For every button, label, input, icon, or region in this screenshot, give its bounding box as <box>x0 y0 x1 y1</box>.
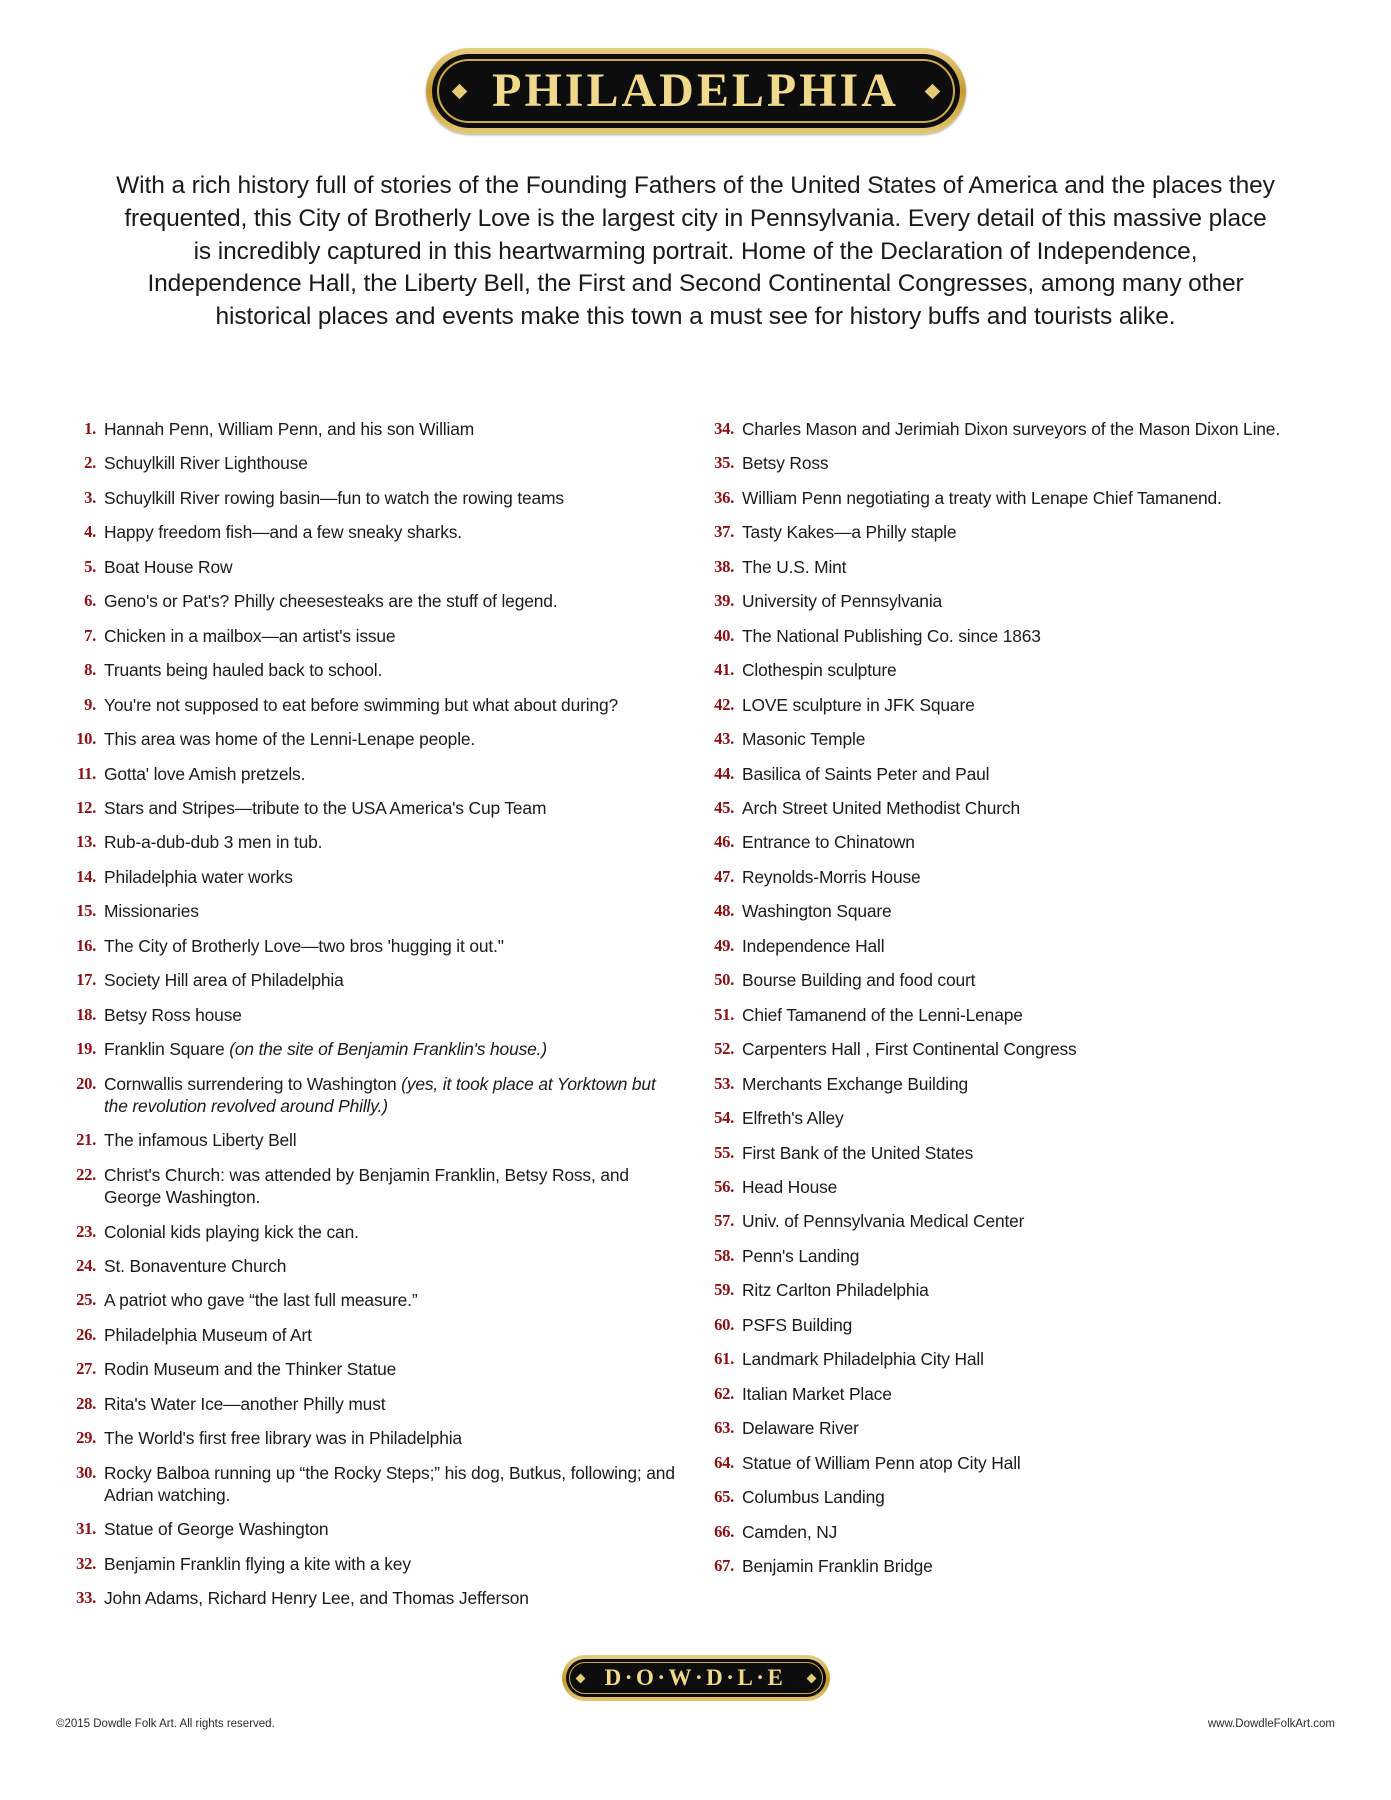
legend-item-label: Columbus Landing <box>742 1487 885 1508</box>
legend-item-label: A patriot who gave “the last full measure.” <box>104 1290 418 1311</box>
legend-item-label-note: (on the site of Benjamin Franklin's house.) <box>229 1039 547 1060</box>
legend-item-label: Missionaries <box>104 901 199 922</box>
legend-item-number: 63. <box>714 1418 734 1438</box>
copyright-text: ©2015 Dowdle Folk Art. All rights reserved. <box>56 1718 275 1730</box>
legend-item-number: 8. <box>84 660 96 680</box>
legend-item-number: 25. <box>76 1290 96 1310</box>
legend-item-number: 50. <box>714 970 734 990</box>
legend-item <box>700 625 1320 647</box>
legend-item-label: Betsy Ross house <box>104 1004 242 1025</box>
legend-item-number: 64. <box>714 1452 734 1472</box>
legend-item <box>700 1452 1320 1474</box>
legend-item-number: 1. <box>84 419 96 438</box>
legend-item <box>62 590 682 612</box>
legend-item-number: 12. <box>76 797 96 817</box>
legend-item-number: 2. <box>84 453 96 473</box>
legend-item-number: 6. <box>84 591 96 611</box>
legend-item <box>62 625 682 647</box>
legend-item-number: 26. <box>76 1324 96 1344</box>
legend-item-number: 57. <box>714 1211 734 1231</box>
legend-item-label: Gotta' love Amish pretzels. <box>104 763 306 784</box>
legend-item-number: 32. <box>76 1553 96 1573</box>
legend-item <box>62 866 682 888</box>
legend-item-label: First Bank of the United States <box>742 1142 974 1163</box>
legend-item <box>700 1314 1320 1336</box>
legend-item-label: Philadelphia Museum of Art <box>104 1324 312 1345</box>
legend-item-label: The infamous Liberty Bell <box>104 1130 297 1151</box>
legend-item-number: 11. <box>77 763 96 783</box>
legend-item-label: Chief Tamanend of the Lenni-Lenape <box>742 1004 1023 1025</box>
website-text: www.DowdleFolkArt.com <box>1207 1718 1335 1730</box>
legend-item-label-text: Franklin Square <box>104 1039 230 1060</box>
legend-item-number: 61. <box>714 1349 734 1369</box>
legend-item-number: 46. <box>714 832 734 852</box>
legend-item <box>700 1383 1320 1405</box>
page-title: PHILADELPHIA <box>492 64 899 117</box>
legend-item-label: William Penn negotiating a treaty with Lenape Chief Tamanend. <box>742 487 1222 508</box>
legend-item-label: Betsy Ross <box>742 453 829 474</box>
legend-item-label: Reynolds-Morris House <box>742 866 921 887</box>
legend-item <box>62 1164 682 1209</box>
legend-item-label: The U.S. Mint <box>742 556 847 577</box>
legend-item-number: 47. <box>714 866 734 886</box>
legend-item-number: 23. <box>76 1221 96 1241</box>
legend-item <box>700 487 1320 509</box>
legend-item <box>62 1129 682 1151</box>
legend-item <box>62 556 682 578</box>
legend-item-number: 48. <box>714 901 734 921</box>
legend-item-label: Statue of William Penn atop City Hall <box>742 1452 1021 1473</box>
legend-item <box>700 763 1320 785</box>
legend-item <box>700 1038 1320 1060</box>
legend-item-number: 7. <box>84 625 96 645</box>
legend-item-number: 40. <box>714 625 734 645</box>
legend-item-number: 14. <box>76 866 96 886</box>
legend-item-number: 5. <box>84 556 96 576</box>
legend-item <box>700 1107 1320 1129</box>
legend-item-label: Univ. of Pennsylvania Medical Center <box>742 1211 1025 1232</box>
legend-item-label: Geno's or Pat's? Philly cheesesteaks are the stuff of legend. <box>104 591 558 612</box>
legend-item-label: Philadelphia water works <box>104 866 293 887</box>
legend-item-number: 49. <box>714 935 734 955</box>
title-banner <box>0 0 1391 134</box>
legend-column-left <box>62 418 682 1622</box>
legend-item <box>700 1348 1320 1370</box>
legend-item-label: John Adams, Richard Henry Lee, and Thomas Jefferson <box>104 1588 529 1609</box>
legend-item <box>700 1004 1320 1026</box>
legend-item <box>700 1486 1320 1508</box>
legend-column-right <box>700 418 1320 1622</box>
legend-item-number: 31. <box>76 1519 96 1539</box>
legend-item-label: Landmark Philadelphia City Hall <box>742 1349 984 1370</box>
title-plaque <box>426 48 966 134</box>
legend-item <box>62 1073 682 1118</box>
legend-item-label: Happy freedom fish—and a few sneaky sharks. <box>104 522 462 543</box>
legend-item-label-text: Cornwallis surrendering to Washington <box>104 1073 402 1094</box>
legend-item-label: Carpenters Hall , First Continental Congress <box>742 1039 1077 1060</box>
legend-item-number: 18. <box>76 1004 96 1024</box>
legend-item-label <box>104 1073 682 1118</box>
legend-item-label <box>104 1038 682 1060</box>
legend-item-label: Benjamin Franklin Bridge <box>742 1555 933 1576</box>
legend-item-number: 27. <box>76 1359 96 1379</box>
legend-item <box>700 900 1320 922</box>
legend-item <box>62 694 682 716</box>
legend-item-label: Head House <box>742 1176 838 1197</box>
legend-item-number: 22. <box>76 1164 96 1184</box>
legend-item-number: 35. <box>714 453 734 473</box>
legend-item <box>62 487 682 509</box>
legend-item-label: Hannah Penn, William Penn, and his son William <box>104 419 475 439</box>
legend-item <box>700 1073 1320 1095</box>
legend-item-number: 58. <box>714 1245 734 1265</box>
legend-item-label: Schuylkill River rowing basin—fun to watch the rowing teams <box>104 487 564 508</box>
legend-item-number: 67. <box>714 1555 734 1575</box>
legend-item-label: This area was home of the Lenni-Lenape people. <box>104 729 476 750</box>
legend-item <box>62 1255 682 1277</box>
legend-item <box>62 1462 682 1507</box>
legend-item-number: 30. <box>76 1462 96 1482</box>
legend-item-label: Merchants Exchange Building <box>742 1073 969 1094</box>
legend-item-label: You're not supposed to eat before swimming but what about during? <box>104 694 619 715</box>
legend-item <box>62 1324 682 1346</box>
legend-item-number: 17. <box>76 970 96 990</box>
legend-item-number: 36. <box>714 487 734 507</box>
legend-item <box>700 521 1320 543</box>
legend-item <box>62 418 682 440</box>
legend-item-number: 42. <box>714 694 734 714</box>
legend-item-label: Delaware River <box>742 1418 859 1439</box>
legend-item-number: 29. <box>76 1428 96 1448</box>
legend-item-number: 51. <box>714 1004 734 1024</box>
brand-plaque <box>562 1655 830 1701</box>
brand-name: D·O·W·D·L·E <box>604 1665 787 1690</box>
legend-item <box>700 831 1320 853</box>
legend-item-number: 19. <box>76 1039 96 1059</box>
legend-item <box>700 659 1320 681</box>
legend-item-number: 3. <box>84 487 96 507</box>
legend-item-label: Tasty Kakes—a Philly staple <box>742 522 957 543</box>
legend-item <box>62 935 682 957</box>
legend-item-label: Washington Square <box>742 901 892 922</box>
legend-item <box>62 1289 682 1311</box>
legend-item <box>700 935 1320 957</box>
legend-item <box>62 521 682 543</box>
legend-item-label-note: (yes, it took place at Yorktown but the revolution revolved around Philly.) <box>104 1073 656 1116</box>
legend-item-label: St. Bonaventure Church <box>104 1255 287 1276</box>
legend-item <box>62 659 682 681</box>
legend-item-label: Rita's Water Ice—another Philly must <box>104 1393 386 1414</box>
legend-item <box>62 452 682 474</box>
legend-item-label: Penn's Landing <box>742 1245 860 1266</box>
legend-item-label: Statue of George Washington <box>104 1519 329 1540</box>
footer-logo <box>0 1655 1391 1701</box>
legend-item-label: Charles Mason and Jerimiah Dixon surveyors of the Mason Dixon Line. <box>742 419 1281 439</box>
legend-item <box>62 763 682 785</box>
legend-item-label: Rocky Balboa running up “the Rocky Steps;” his dog, Butkus, following; and Adrian watching. <box>104 1462 675 1505</box>
legend-item <box>700 556 1320 578</box>
legend-item-number: 56. <box>714 1176 734 1196</box>
legend-item-number: 9. <box>84 694 96 714</box>
legend-item-number: 54. <box>714 1108 734 1128</box>
legend-item-number: 21. <box>76 1130 96 1150</box>
legend-item-label: Italian Market Place <box>742 1383 892 1404</box>
legend-item <box>62 1518 682 1540</box>
legend-item <box>62 1393 682 1415</box>
legend-item-number: 62. <box>714 1383 734 1403</box>
legend-item <box>700 452 1320 474</box>
legend-item-number: 45. <box>714 797 734 817</box>
legend-item-label: Society Hill area of Philadelphia <box>104 970 344 991</box>
legend-item <box>700 969 1320 991</box>
legend-item-number: 52. <box>714 1039 734 1059</box>
legend-item-number: 59. <box>714 1280 734 1300</box>
legend-item <box>62 797 682 819</box>
legend-item <box>62 728 682 750</box>
legend-item-number: 10. <box>76 729 96 749</box>
legend-item-number: 66. <box>714 1521 734 1541</box>
legend-item <box>62 969 682 991</box>
legend-item-label: Christ's Church: was attended by Benjamin Franklin, Betsy Ross, and George Washington. <box>104 1164 629 1208</box>
legend-item-number: 13. <box>76 832 96 852</box>
legend-item-label: Independence Hall <box>742 935 885 956</box>
legend-item-label: PSFS Building <box>742 1314 853 1335</box>
legend-item-label: The National Publishing Co. since 1863 <box>742 625 1041 646</box>
legend-item-label: Clothespin sculpture <box>742 660 897 681</box>
legend-item-number: 38. <box>714 556 734 576</box>
legend-item-label: Arch Street United Methodist Church <box>742 797 1020 818</box>
legend-item-number: 16. <box>76 935 96 955</box>
legend-item-label: Camden, NJ <box>742 1521 838 1542</box>
legend-item <box>62 1553 682 1575</box>
intro-paragraph: With a rich history full of stories of the Founding Fathers of the United States of America and the places they frequented, this City of Brotherly Love is the largest city in Pennsylvania. Every detail of this massive place is incredibly captured in this heartwarming portrait. Home of the Declaration of Independence, Independence Hall, the Liberty Bell, the First and Second Continental Congresses, among many other historical places and events make this town a must see for history buffs and tourists alike. <box>116 172 1275 331</box>
legend-item <box>62 1427 682 1449</box>
legend-item <box>62 1038 682 1060</box>
legend-item-number: 55. <box>714 1142 734 1162</box>
legend-item-label: Rub-a-dub-dub 3 men in tub. <box>104 832 323 853</box>
legend-item <box>62 1221 682 1243</box>
legend-item-number: 4. <box>84 522 96 542</box>
legend-item <box>700 694 1320 716</box>
legend-item <box>700 1245 1320 1267</box>
legend-columns <box>0 418 1391 1622</box>
legend-item <box>62 900 682 922</box>
legend-item <box>62 1358 682 1380</box>
legend-item-label: Rodin Museum and the Thinker Statue <box>104 1359 397 1380</box>
legend-item-label: Masonic Temple <box>742 729 866 750</box>
legend-item <box>700 728 1320 750</box>
legend-item-label: Chicken in a mailbox—an artist's issue <box>104 625 396 646</box>
legend-item-number: 53. <box>714 1073 734 1093</box>
legend-item-number: 60. <box>714 1314 734 1334</box>
legend-item-label: Entrance to Chinatown <box>742 832 915 853</box>
legend-item <box>700 1279 1320 1301</box>
legend-item-label: Schuylkill River Lighthouse <box>104 453 308 474</box>
legend-item-number: 41. <box>714 660 734 680</box>
legend-item <box>700 1210 1320 1232</box>
legend-item-label: LOVE sculpture in JFK Square <box>742 694 975 715</box>
legend-item <box>62 1587 682 1609</box>
legend-item-number: 39. <box>714 591 734 611</box>
legend-item <box>700 1417 1320 1439</box>
legend-item-label: University of Pennsylvania <box>742 591 943 612</box>
legend-item-number: 34. <box>714 419 734 438</box>
legend-item-number: 43. <box>714 729 734 749</box>
legend-item <box>62 831 682 853</box>
legend-item-label: Colonial kids playing kick the can. <box>104 1221 359 1242</box>
legend-item-label: Boat House Row <box>104 556 233 577</box>
legend-item <box>700 1142 1320 1164</box>
legend-item <box>700 590 1320 612</box>
legend-item-label: Bourse Building and food court <box>742 970 976 991</box>
legend-item-number: 15. <box>76 901 96 921</box>
legend-item-number: 28. <box>76 1393 96 1413</box>
legend-item-number: 65. <box>714 1487 734 1507</box>
legend-item-label: Stars and Stripes—tribute to the USA America's Cup Team <box>104 797 547 818</box>
legend-item-number: 37. <box>714 522 734 542</box>
legend-item-number: 20. <box>76 1073 96 1093</box>
legend-item <box>700 1555 1320 1577</box>
legend-item-label: Basilica of Saints Peter and Paul <box>742 763 990 784</box>
legend-item-label: Benjamin Franklin flying a kite with a key <box>104 1553 411 1574</box>
legend-item <box>700 866 1320 888</box>
legend-item <box>700 1521 1320 1543</box>
legend-item-label: Elfreth's Alley <box>742 1108 844 1129</box>
legend-item-label: Truants being hauled back to school. <box>104 660 383 681</box>
legend-item-number: 24. <box>76 1255 96 1275</box>
legend-item <box>700 418 1320 440</box>
legend-item <box>700 797 1320 819</box>
legend-item-label: The City of Brotherly Love—two bros 'hugging it out." <box>104 935 504 956</box>
legend-item <box>700 1176 1320 1198</box>
legend-item-label: The World's first free library was in Philadelphia <box>104 1428 462 1449</box>
legend-item <box>62 1004 682 1026</box>
legend-item-number: 33. <box>76 1588 96 1608</box>
legend-item-number: 44. <box>714 763 734 783</box>
legend-item-label: Ritz Carlton Philadelphia <box>742 1280 929 1301</box>
